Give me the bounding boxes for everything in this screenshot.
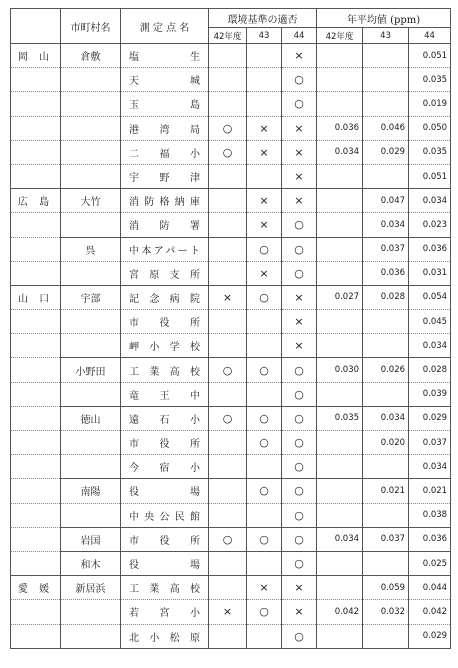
env-year-44-header: 44	[282, 28, 317, 44]
env-42-cell: ○	[209, 406, 247, 430]
env-42-cell: ○	[209, 358, 247, 382]
avg-44-cell: 0.050	[409, 116, 451, 140]
env-44-cell: ×	[282, 600, 317, 624]
env-44-cell: ○	[282, 213, 317, 237]
table-row	[11, 285, 451, 309]
avg-42-cell	[317, 92, 363, 116]
env-year-43-header: 43	[247, 28, 282, 44]
env-42-cell: ×	[209, 600, 247, 624]
env-43-cell	[247, 455, 282, 479]
point-name-cell: 役場	[121, 551, 209, 575]
env-44-cell: ×	[282, 334, 317, 358]
avg-43-cell: 0.037	[363, 527, 409, 551]
city-cell	[61, 455, 121, 479]
measurement-table-container	[10, 8, 450, 649]
avg-42-cell	[317, 164, 363, 188]
avg-42-cell	[317, 237, 363, 261]
env-year-42-header: 42年度	[209, 28, 247, 44]
env-43-cell: ○	[247, 479, 282, 503]
env-42-cell	[209, 68, 247, 92]
env-42-cell	[209, 576, 247, 600]
env-44-cell: ○	[282, 358, 317, 382]
env-44-cell: ×	[282, 285, 317, 309]
table-row	[11, 382, 451, 406]
env-43-cell	[247, 310, 282, 334]
avg-44-cell: 0.025	[409, 551, 451, 575]
env-42-cell	[209, 479, 247, 503]
avg-43-cell	[363, 334, 409, 358]
table-row	[11, 237, 451, 261]
avg-43-cell	[363, 382, 409, 406]
city-cell: 宇部	[61, 285, 121, 309]
avg-42-cell	[317, 479, 363, 503]
avg-42-cell	[317, 624, 363, 648]
prefecture-cell	[11, 116, 61, 140]
city-cell: 倉敷	[61, 44, 121, 68]
avg-43-cell: 0.037	[363, 237, 409, 261]
prefecture-cell	[11, 382, 61, 406]
env-44-cell: ○	[282, 527, 317, 551]
table-row	[11, 600, 451, 624]
env-43-cell	[247, 334, 282, 358]
env-43-cell: ×	[247, 116, 282, 140]
avg-42-cell: 0.034	[317, 140, 363, 164]
env-44-cell: ×	[282, 116, 317, 140]
env-44-cell: ×	[282, 164, 317, 188]
avg-42-cell	[317, 213, 363, 237]
table-row	[11, 503, 451, 527]
city-cell	[61, 382, 121, 406]
city-cell	[61, 600, 121, 624]
avg-year-44-header: 44	[409, 28, 451, 44]
avg-44-cell: 0.021	[409, 479, 451, 503]
avg-42-cell	[317, 551, 363, 575]
city-cell	[61, 310, 121, 334]
env-42-cell	[209, 503, 247, 527]
city-cell	[61, 334, 121, 358]
prefecture-cell	[11, 431, 61, 455]
table-row	[11, 164, 451, 188]
avg-44-cell: 0.036	[409, 527, 451, 551]
avg-43-cell	[363, 68, 409, 92]
env-42-cell	[209, 164, 247, 188]
env-43-cell: ○	[247, 600, 282, 624]
point-name-cell: 市役所	[121, 310, 209, 334]
avg-43-cell: 0.029	[363, 140, 409, 164]
prefecture-cell: 愛 媛	[11, 576, 61, 600]
point-name-cell: 港湾局	[121, 116, 209, 140]
env-43-cell: ×	[247, 261, 282, 285]
env-44-cell: ○	[282, 431, 317, 455]
avg-43-cell	[363, 503, 409, 527]
avg-43-cell: 0.020	[363, 431, 409, 455]
avg-44-cell: 0.023	[409, 213, 451, 237]
env-42-cell	[209, 624, 247, 648]
env-43-cell	[247, 382, 282, 406]
avg-42-cell: 0.035	[317, 406, 363, 430]
table-row	[11, 310, 451, 334]
table-row	[11, 44, 451, 68]
avg-44-cell: 0.038	[409, 503, 451, 527]
prefecture-cell	[11, 213, 61, 237]
annual-average-header: 年平均値 (ppm)	[317, 9, 451, 28]
city-cell	[61, 68, 121, 92]
env-44-cell: ○	[282, 68, 317, 92]
avg-42-cell	[317, 576, 363, 600]
city-cell: 南陽	[61, 479, 121, 503]
point-name-cell: 消防格納庫	[121, 189, 209, 213]
prefecture-cell: 岡 山	[11, 44, 61, 68]
prefecture-cell	[11, 479, 61, 503]
env-42-cell	[209, 310, 247, 334]
table-row	[11, 213, 451, 237]
city-cell	[61, 116, 121, 140]
avg-43-cell: 0.036	[363, 261, 409, 285]
avg-43-cell	[363, 92, 409, 116]
avg-44-cell: 0.031	[409, 261, 451, 285]
point-name-cell: 二福小	[121, 140, 209, 164]
city-cell: 小野田	[61, 358, 121, 382]
avg-44-cell: 0.035	[409, 140, 451, 164]
env-43-cell	[247, 164, 282, 188]
prefecture-cell	[11, 600, 61, 624]
env-43-cell: ×	[247, 213, 282, 237]
env-43-cell: ×	[247, 576, 282, 600]
point-name-cell: 竜王中	[121, 382, 209, 406]
env-42-cell: ○	[209, 140, 247, 164]
measurement-table	[10, 8, 451, 649]
table-row	[11, 551, 451, 575]
env-44-cell: ○	[282, 455, 317, 479]
prefecture-cell	[11, 68, 61, 92]
avg-43-cell: 0.047	[363, 189, 409, 213]
env-44-cell: ○	[282, 551, 317, 575]
env-43-cell	[247, 92, 282, 116]
avg-year-42-header: 42年度	[317, 28, 363, 44]
avg-42-cell: 0.034	[317, 527, 363, 551]
avg-44-cell: 0.045	[409, 310, 451, 334]
env-43-cell: ○	[247, 406, 282, 430]
env-42-cell	[209, 44, 247, 68]
prefecture-cell	[11, 334, 61, 358]
avg-43-cell: 0.021	[363, 479, 409, 503]
point-name-cell: 塩生	[121, 44, 209, 68]
avg-43-cell	[363, 164, 409, 188]
avg-42-cell	[317, 431, 363, 455]
avg-43-cell: 0.034	[363, 213, 409, 237]
point-name-cell: 岬小学校	[121, 334, 209, 358]
avg-43-cell: 0.059	[363, 576, 409, 600]
avg-42-cell: 0.042	[317, 600, 363, 624]
env-44-cell: ○	[282, 92, 317, 116]
point-name-cell: 工業高校	[121, 576, 209, 600]
avg-43-cell: 0.026	[363, 358, 409, 382]
env-42-cell	[209, 334, 247, 358]
env-42-cell	[209, 237, 247, 261]
avg-43-cell: 0.032	[363, 600, 409, 624]
point-name-cell: 記念病院	[121, 285, 209, 309]
prefecture-header	[11, 9, 61, 44]
avg-43-cell: 0.028	[363, 285, 409, 309]
prefecture-cell	[11, 358, 61, 382]
env-42-cell	[209, 261, 247, 285]
point-name-cell: 消防署	[121, 213, 209, 237]
avg-44-cell: 0.035	[409, 68, 451, 92]
avg-43-cell	[363, 44, 409, 68]
prefecture-cell	[11, 503, 61, 527]
table-row	[11, 261, 451, 285]
point-name-cell: 玉島	[121, 92, 209, 116]
city-cell: 新居浜	[61, 576, 121, 600]
avg-44-cell: 0.036	[409, 237, 451, 261]
env-44-cell: ○	[282, 237, 317, 261]
point-name-cell: 工業高校	[121, 358, 209, 382]
city-cell: 和木	[61, 551, 121, 575]
point-header: 測 定 点 名	[121, 9, 209, 44]
env-43-cell	[247, 44, 282, 68]
city-cell: 徳山	[61, 406, 121, 430]
avg-42-cell	[317, 310, 363, 334]
table-body	[11, 44, 451, 649]
env-standard-header: 環境基準の適否	[209, 9, 317, 28]
avg-44-cell: 0.039	[409, 382, 451, 406]
avg-44-cell: 0.044	[409, 576, 451, 600]
prefecture-cell: 広 島	[11, 189, 61, 213]
env-43-cell: ○	[247, 358, 282, 382]
point-name-cell: 天城	[121, 68, 209, 92]
env-44-cell: ○	[282, 406, 317, 430]
avg-42-cell: 0.030	[317, 358, 363, 382]
env-44-cell: ○	[282, 503, 317, 527]
env-44-cell: ×	[282, 576, 317, 600]
avg-44-cell: 0.019	[409, 92, 451, 116]
table-row	[11, 576, 451, 600]
table-row	[11, 479, 451, 503]
env-43-cell	[247, 68, 282, 92]
avg-43-cell	[363, 624, 409, 648]
env-43-cell	[247, 624, 282, 648]
table-row	[11, 527, 451, 551]
avg-43-cell	[363, 455, 409, 479]
point-name-cell: 若宮小	[121, 600, 209, 624]
avg-44-cell: 0.042	[409, 600, 451, 624]
env-43-cell: ○	[247, 431, 282, 455]
prefecture-cell	[11, 406, 61, 430]
env-44-cell: ○	[282, 624, 317, 648]
point-name-cell: 宮原支所	[121, 261, 209, 285]
table-row	[11, 68, 451, 92]
table-row	[11, 431, 451, 455]
avg-44-cell: 0.054	[409, 285, 451, 309]
avg-44-cell: 0.034	[409, 455, 451, 479]
env-43-cell	[247, 551, 282, 575]
env-42-cell	[209, 455, 247, 479]
avg-42-cell: 0.036	[317, 116, 363, 140]
avg-43-cell: 0.046	[363, 116, 409, 140]
env-42-cell	[209, 431, 247, 455]
avg-42-cell	[317, 503, 363, 527]
city-cell	[61, 261, 121, 285]
env-42-cell	[209, 551, 247, 575]
env-44-cell: ×	[282, 189, 317, 213]
city-cell	[61, 431, 121, 455]
env-43-cell	[247, 503, 282, 527]
prefecture-cell	[11, 237, 61, 261]
avg-44-cell: 0.051	[409, 44, 451, 68]
avg-44-cell: 0.051	[409, 164, 451, 188]
env-44-cell: ×	[282, 140, 317, 164]
env-42-cell: ○	[209, 527, 247, 551]
env-43-cell: ○	[247, 527, 282, 551]
avg-42-cell	[317, 189, 363, 213]
env-44-cell: ×	[282, 310, 317, 334]
avg-42-cell	[317, 261, 363, 285]
env-43-cell: ×	[247, 140, 282, 164]
point-name-cell: 役場	[121, 479, 209, 503]
avg-42-cell: 0.027	[317, 285, 363, 309]
avg-44-cell: 0.034	[409, 189, 451, 213]
prefecture-cell	[11, 92, 61, 116]
table-row	[11, 92, 451, 116]
prefecture-cell	[11, 261, 61, 285]
point-name-cell: 中央公民館	[121, 503, 209, 527]
table-row	[11, 406, 451, 430]
env-43-cell: ×	[247, 189, 282, 213]
point-name-cell: 中本アパート	[121, 237, 209, 261]
avg-43-cell	[363, 551, 409, 575]
avg-42-cell	[317, 455, 363, 479]
avg-42-cell	[317, 68, 363, 92]
env-42-cell	[209, 382, 247, 406]
env-44-cell: ○	[282, 382, 317, 406]
table-row	[11, 334, 451, 358]
point-name-cell: 北小松原	[121, 624, 209, 648]
city-cell	[61, 624, 121, 648]
avg-42-cell	[317, 44, 363, 68]
table-row	[11, 189, 451, 213]
city-cell: 岩国	[61, 527, 121, 551]
env-42-cell: ○	[209, 116, 247, 140]
avg-44-cell: 0.028	[409, 358, 451, 382]
avg-year-43-header: 43	[363, 28, 409, 44]
city-cell	[61, 140, 121, 164]
env-42-cell	[209, 92, 247, 116]
table-row	[11, 116, 451, 140]
city-cell	[61, 503, 121, 527]
env-43-cell: ○	[247, 285, 282, 309]
env-42-cell	[209, 189, 247, 213]
env-42-cell: ×	[209, 285, 247, 309]
table-row	[11, 140, 451, 164]
table-row	[11, 455, 451, 479]
avg-44-cell: 0.037	[409, 431, 451, 455]
avg-42-cell	[317, 382, 363, 406]
city-cell	[61, 92, 121, 116]
prefecture-cell	[11, 310, 61, 334]
env-44-cell: ○	[282, 261, 317, 285]
prefecture-cell	[11, 164, 61, 188]
env-44-cell: ○	[282, 479, 317, 503]
table-header	[11, 9, 451, 44]
avg-43-cell: 0.034	[363, 406, 409, 430]
prefecture-cell	[11, 455, 61, 479]
avg-44-cell: 0.034	[409, 334, 451, 358]
city-cell: 呉	[61, 237, 121, 261]
point-name-cell: 今宿小	[121, 455, 209, 479]
point-name-cell: 宇野津	[121, 164, 209, 188]
prefecture-cell	[11, 624, 61, 648]
table-row	[11, 624, 451, 648]
city-cell	[61, 164, 121, 188]
env-44-cell: ×	[282, 44, 317, 68]
env-43-cell: ○	[247, 237, 282, 261]
prefecture-cell	[11, 527, 61, 551]
city-cell	[61, 213, 121, 237]
prefecture-cell	[11, 140, 61, 164]
prefecture-cell	[11, 551, 61, 575]
avg-44-cell: 0.029	[409, 624, 451, 648]
table-row	[11, 358, 451, 382]
env-42-cell	[209, 213, 247, 237]
city-cell: 大竹	[61, 189, 121, 213]
avg-44-cell: 0.029	[409, 406, 451, 430]
point-name-cell: 遠石小	[121, 406, 209, 430]
point-name-cell: 市役所	[121, 527, 209, 551]
avg-43-cell	[363, 310, 409, 334]
avg-42-cell	[317, 334, 363, 358]
point-name-cell: 市役所	[121, 431, 209, 455]
city-header: 市町村名	[61, 9, 121, 44]
prefecture-cell: 山 口	[11, 285, 61, 309]
